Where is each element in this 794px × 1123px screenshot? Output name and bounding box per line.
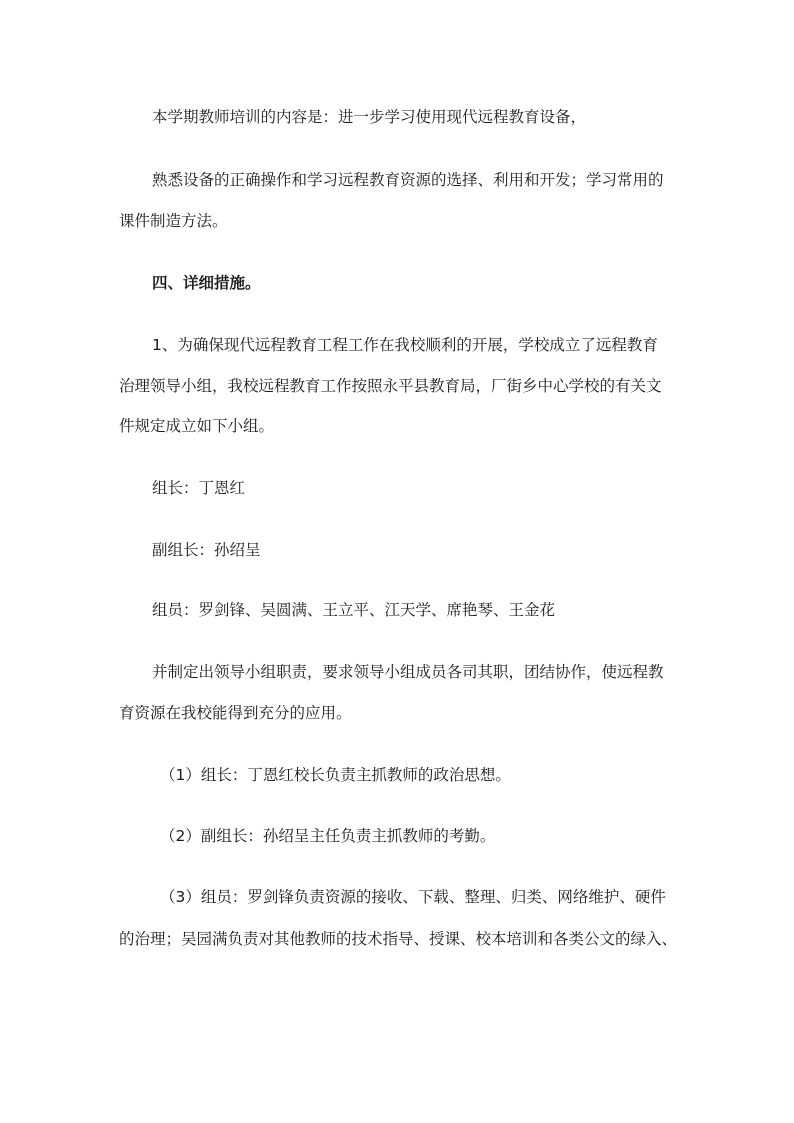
vice-leader-line: 副组长：孙绍呈	[152, 541, 261, 559]
paragraph-equipment-line2: 课件制造方法。	[119, 212, 228, 230]
duty-leader: （1）组长：丁恩红校长负责主抓教师的政治思想。	[160, 766, 511, 784]
duties-line1: 并制定出领导小组职责，要求领导小组成员各司其职，团结协作，使远程教	[152, 663, 664, 681]
duty-vice-leader: （2）副组长：孙绍呈主任负责主抓教师的考勤。	[160, 827, 496, 845]
duty-members-line2: 的治理；吴园满负责对其他教师的技术指导、授课、校本培训和各类公文的绿入、	[119, 930, 678, 948]
duties-line2: 育资源在我校能得到充分的应用。	[119, 704, 352, 722]
item1-line1: 1、为确保现代远程教育工程工作在我校顺利的开展，学校成立了远程教育	[152, 336, 658, 354]
item1-line3: 件规定成立如下小组。	[119, 417, 275, 435]
section-heading-measures: 四、详细措施。	[152, 274, 261, 292]
item1-line2: 治理领导小组，我校远程教育工作按照永平县教育局，厂街乡中心学校的有关文	[119, 377, 662, 395]
duty-members-line1: （3）组员：罗剑锋负责资源的接收、下载、整理、归类、网络维护、硬件	[160, 888, 666, 906]
paragraph-training-content: 本学期教师培训的内容是：进一步学习使用现代远程教育设备，	[152, 108, 587, 126]
paragraph-equipment-line1: 熟悉设备的正确操作和学习远程教育资源的选择、利用和开发；学习常用的	[152, 171, 664, 189]
leader-line: 组长：丁恩红	[152, 479, 246, 497]
members-line: 组员：罗剑锋、吴圆满、王立平、江天学、席艳琴、王金花	[152, 601, 556, 619]
